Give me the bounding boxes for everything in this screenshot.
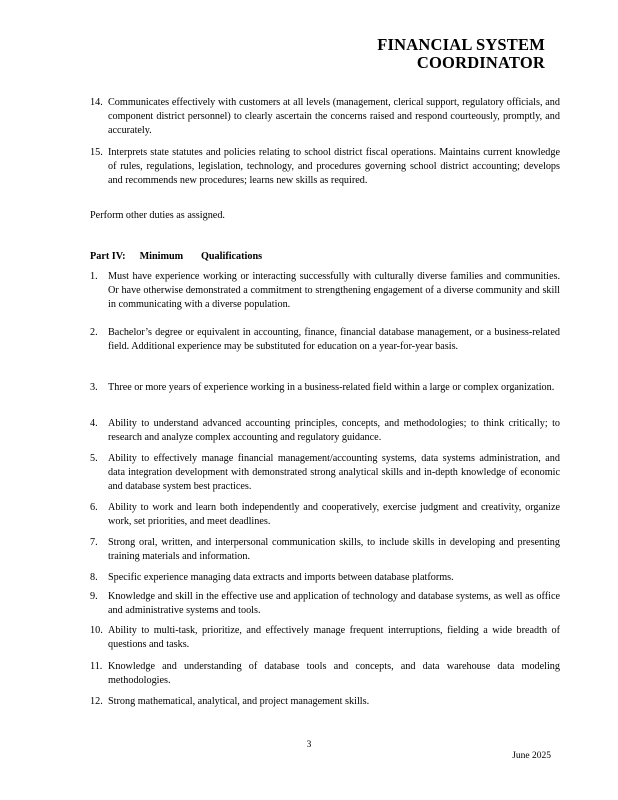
duty-number: 15. (90, 147, 103, 158)
qualification-item-9 (90, 590, 560, 618)
qualification-number: 5. (90, 453, 98, 464)
section-title: Minimum Qualifications (139, 251, 263, 262)
qualification-text: Ability to work and learn both independently and cooperatively, exercise judgment and creativity, organize work, set priorities, and meet deadlines. (108, 502, 560, 527)
section-part-label: Part IV: (90, 251, 126, 262)
qualification-text: Ability to understand advanced accounting principles, concepts, and methodologies; to think critically; to research and analyze complex accounting and regulatory guidance. (108, 418, 560, 443)
qualification-number: 2. (90, 327, 98, 338)
job-title-line-1: FINANCIAL SYSTEM (377, 35, 545, 54)
qualification-item-10 (90, 624, 560, 652)
qualification-text: Strong mathematical, analytical, and project management skills. (108, 696, 370, 707)
duty-number: 14. (90, 97, 103, 108)
qualification-text: Ability to multi-task, prioritize, and effectively manage frequent interruptions, fielding a wide breadth of questions and tasks. (108, 625, 560, 650)
qualification-number: 7. (90, 537, 98, 548)
qualification-text: Knowledge and understanding of database tools and concepts, and data warehouse data modeling methodologies. (108, 661, 560, 686)
qualification-number: 12. (90, 696, 103, 707)
qualification-text: Knowledge and skill in the effective use and application of technology and database systems, as well as office and administrative systems and tools. (108, 591, 560, 616)
qualification-item-4 (90, 417, 560, 445)
section-heading (90, 250, 262, 264)
qualification-item-12 (90, 695, 560, 709)
qualification-item-7 (90, 536, 560, 564)
qualification-item-11 (90, 660, 560, 688)
duty-text: Communicates effectively with customers at all levels (management, clerical support, regulatory officials, and component district personnel) to clearly ascertain the concerns raised and respond courteously, promptly, and accurately. (108, 97, 560, 136)
qualification-number: 9. (90, 591, 98, 602)
qualification-number: 11. (90, 661, 103, 672)
qualification-text: Bachelor’s degree or equivalent in accounting, finance, financial database management, or a business-related field. Additional experience may be substituted for education on a year-for-year basis. (108, 327, 560, 352)
qualification-item-1 (90, 270, 560, 312)
qualification-text: Ability to effectively manage financial management/accounting systems, data systems administration, and data integration development with demonstrated strong analytical skills and in-depth knowledge of economic and database system best practices. (108, 453, 560, 492)
qualification-item-8 (90, 571, 560, 585)
duty-text: Interprets state statutes and policies relating to school district fiscal operations. Maintains current knowledge of rules, regulations, legislation, technology, and procedures governing school district accounting; develops and recommends new procedures; learns new skills as required. (108, 147, 560, 186)
qualification-number: 4. (90, 418, 98, 429)
qualification-number: 10. (90, 625, 103, 636)
other-duties-text: Perform other duties as assigned. (90, 210, 225, 221)
page-number: 3 (306, 740, 312, 750)
qualification-number: 1. (90, 271, 98, 282)
qualification-item-2 (90, 326, 560, 354)
qualification-number: 6. (90, 502, 98, 513)
qualification-text: Three or more years of experience working in a business-related field within a large or complex organization. (108, 382, 555, 393)
qualification-item-3 (90, 381, 560, 395)
job-title-line-2: COORDINATOR (416, 53, 545, 72)
qualification-text: Strong oral, written, and interpersonal communication skills, to include skills in developing and presenting training materials and information. (108, 537, 560, 562)
qualification-number: 8. (90, 572, 98, 583)
revision-date: June 2025 (512, 751, 551, 761)
qualification-number: 3. (90, 382, 98, 393)
qualification-text: Must have experience working or interacting successfully with culturally diverse families and communities. Or have otherwise demonstrated a commitment to strengthening engagement of a diverse community and skill in communicating with a diverse population. (108, 271, 560, 310)
qualification-text: Specific experience managing data extracts and imports between database platforms. (108, 572, 454, 583)
duty-item-15 (90, 146, 560, 188)
job-title (377, 36, 545, 72)
qualification-item-6 (90, 501, 560, 529)
duty-item-14 (90, 96, 560, 138)
qualification-item-5 (90, 452, 560, 494)
